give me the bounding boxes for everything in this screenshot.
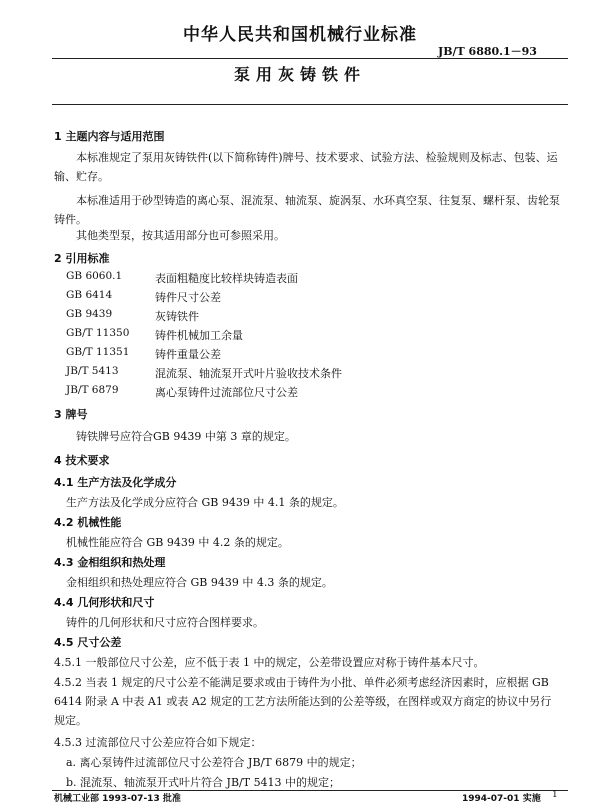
section-4-2-text: 机械性能应符合 GB 9439 中 4.2 条的规定。: [66, 536, 289, 549]
clause-4-5-2: 4.5.2 当表 1 规定的尺寸公差不能满足要求或由于铸件为小批、单件必须考虑经济因素时，应根据 GB 6414 附录 A 中表 A1 或表 A2 规定的工艺方法所能达到的公差等级，在图样或双方商定的协议中另行规定。: [54, 676, 552, 727]
approval-note: 机械工业部 1993-07-13 批准: [54, 794, 181, 804]
ref-code: GB/T 11350: [66, 327, 130, 339]
ref-title: 铸件重量公差: [155, 348, 221, 361]
section-4-3-text: 金相组织和热处理应符合 GB 9439 中 4.3 条的规定。: [66, 576, 333, 589]
ref-code: JB/T 5413: [66, 365, 119, 377]
section-1-paragraph-2: 本标准适用于砂型铸造的离心泵、混流泵、轴流泵、旋涡泵、水环真空泵、往复泵、螺杆泵、齿轮泵铸件。: [54, 194, 560, 226]
ref-title: 铸件尺寸公差: [155, 291, 221, 304]
ref-code: GB 6060.1: [66, 270, 123, 282]
section-1-heading: 1 主题内容与适用范围: [54, 130, 165, 143]
section-4-heading: 4 技术要求: [54, 454, 110, 467]
ref-title: 表面粗糙度比较样块铸造表面: [155, 272, 298, 285]
ref-code: GB 9439: [66, 308, 113, 320]
clause-4-5-1: 4.5.1 一般部位尺寸公差，应不低于表 1 中的规定，公差带设置应对称于铸件基本尺寸。: [54, 656, 485, 669]
section-4-4-text: 铸件的几何形状和尺寸应符合图样要求。: [66, 616, 264, 629]
implementation-date: 1994-07-01 实施: [462, 794, 541, 804]
section-4-2-heading: 4.2 机械性能: [54, 516, 122, 529]
section-4-4-heading: 4.4 几何形状和尺寸: [54, 596, 155, 609]
clause-4-5-3: 4.5.3 过流部位尺寸公差应符合如下规定：: [54, 736, 262, 749]
section-4-5-heading: 4.5 尺寸公差: [54, 636, 122, 649]
section-1-paragraph-3: 其他类型泵，按其适用部分也可参照采用。: [76, 229, 285, 242]
list-item-b: b. 混流泵、轴流泵开式叶片符合 JB/T 5413 中的规定；: [66, 776, 341, 789]
header-rule: [52, 58, 568, 59]
ref-code: GB/T 11351: [66, 346, 130, 358]
page-number: 1: [552, 790, 558, 800]
ref-title: 铸件机械加工余量: [155, 329, 243, 342]
section-4-1-text: 生产方法及化学成分应符合 GB 9439 中 4.1 条的规定。: [66, 496, 344, 509]
standard-category-title: 中华人民共和国机械行业标准: [183, 25, 417, 45]
list-item-a: a. 离心泵铸件过流部位尺寸公差符合 JB/T 6879 中的规定；: [66, 756, 362, 769]
ref-code: JB/T 6879: [66, 384, 119, 396]
section-3-heading: 3 牌号: [54, 408, 88, 421]
ref-title: 离心泵铸件过流部位尺寸公差: [155, 386, 298, 399]
section-4-1-heading: 4.1 生产方法及化学成分: [54, 476, 177, 489]
document-title: 泵用灰铸铁件: [233, 65, 366, 84]
ref-code: GB 6414: [66, 289, 113, 301]
section-2-heading: 2 引用标准: [54, 252, 110, 265]
section-4-3-heading: 4.3 金相组织和热处理: [54, 556, 166, 569]
section-1-paragraph-1: 本标准规定了泵用灰铸铁件(以下简称铸件)牌号、技术要求、试验方法、检验规则及标志、包装、运输、贮存。: [54, 151, 558, 183]
section-3-paragraph: 铸铁牌号应符合GB 9439 中第 3 章的规定。: [76, 430, 296, 443]
ref-title: 混流泵、轴流泵开式叶片验收技术条件: [155, 367, 342, 380]
ref-title: 灰铸铁件: [155, 310, 199, 323]
title-rule: [52, 104, 568, 105]
standard-number: JB/T 6880.1－93: [438, 45, 537, 58]
